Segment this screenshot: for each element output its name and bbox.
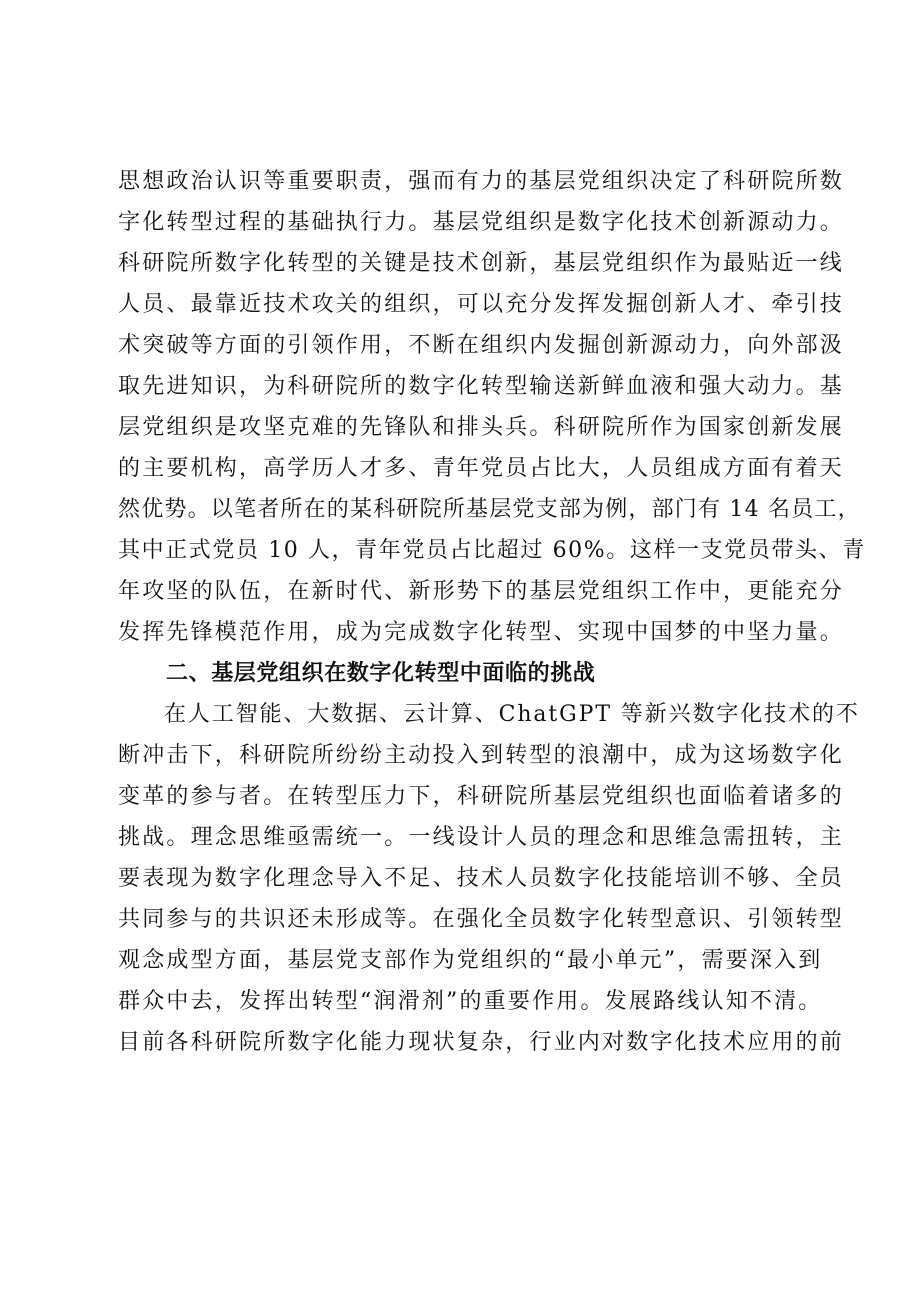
paragraph-line: 字化转型过程的基础执行力。基层党组织是数字化技术创新源动力。	[118, 210, 845, 235]
paragraph-line: 人员、最靠近技术攻关的组织，可以充分发挥发掘创新人才、牵引技	[118, 292, 845, 317]
paragraph-line: 科研院所数字化转型的关键是技术创新，基层党组织作为最贴近一线	[118, 251, 845, 276]
paragraph-line: 挑战。理念思维亟需统一。一线设计人员的理念和思维急需扭转，主	[118, 825, 845, 850]
paragraph-line: 发挥先锋模范作用，成为完成数字化转型、实现中国梦的中坚力量。	[118, 620, 845, 645]
paragraph-line: 要表现为数字化理念导入不足、技术人员数字化技能培训不够、全员	[118, 866, 845, 891]
paragraph-line: 目前各科研院所数字化能力现状复杂，行业内对数字化技术应用的前	[118, 1030, 845, 1055]
section-heading: 二、基层党组织在数字化转型中面临的挑战	[166, 661, 596, 686]
paragraph-line: 层党组织是攻坚克难的先锋队和排头兵。科研院所作为国家创新发展	[118, 415, 845, 440]
paragraph-line: 术突破等方面的引领作用，不断在组织内发掘创新源动力，向外部汲	[118, 333, 845, 358]
paragraph-line: 取先进知识，为科研院所的数字化转型输送新鲜血液和强大动力。基	[118, 374, 845, 399]
paragraph-line: 共同参与的共识还未形成等。在强化全员数字化转型意识、引领转型	[118, 907, 845, 932]
paragraph-line: 的主要机构，高学历人才多、青年党员占比大，人员组成方面有着天	[118, 456, 845, 481]
paragraph-line: 断冲击下，科研院所纷纷主动投入到转型的浪潮中，成为这场数字化	[118, 743, 845, 768]
paragraph-line: 其中正式党员 10 人，青年党员占比超过 60%。这样一支党员带头、青	[118, 538, 866, 563]
paragraph-line: 然优势。以笔者所在的某科研院所基层党支部为例，部门有 14 名员工，	[118, 497, 861, 522]
paragraph-line: 思想政治认识等重要职责，强而有力的基层党组织决定了科研院所数	[118, 169, 845, 194]
body-text	[118, 161, 866, 1063]
paragraph-line: 变革的参与者。在转型压力下，科研院所基层党组织也面临着诸多的	[118, 784, 845, 809]
paragraph-line: 观念成型方面，基层党支部作为党组织的“最小单元”，需要深入到	[118, 948, 823, 973]
paragraph-line: 在人工智能、大数据、云计算、ChatGPT 等新兴数字化技术的不	[164, 702, 860, 727]
paragraph-line: 年攻坚的队伍，在新时代、新形势下的基层党组织工作中，更能充分	[118, 579, 845, 604]
paragraph-line: 群众中去，发挥出转型“润滑剂”的重要作用。发展路线认知不清。	[118, 989, 823, 1014]
